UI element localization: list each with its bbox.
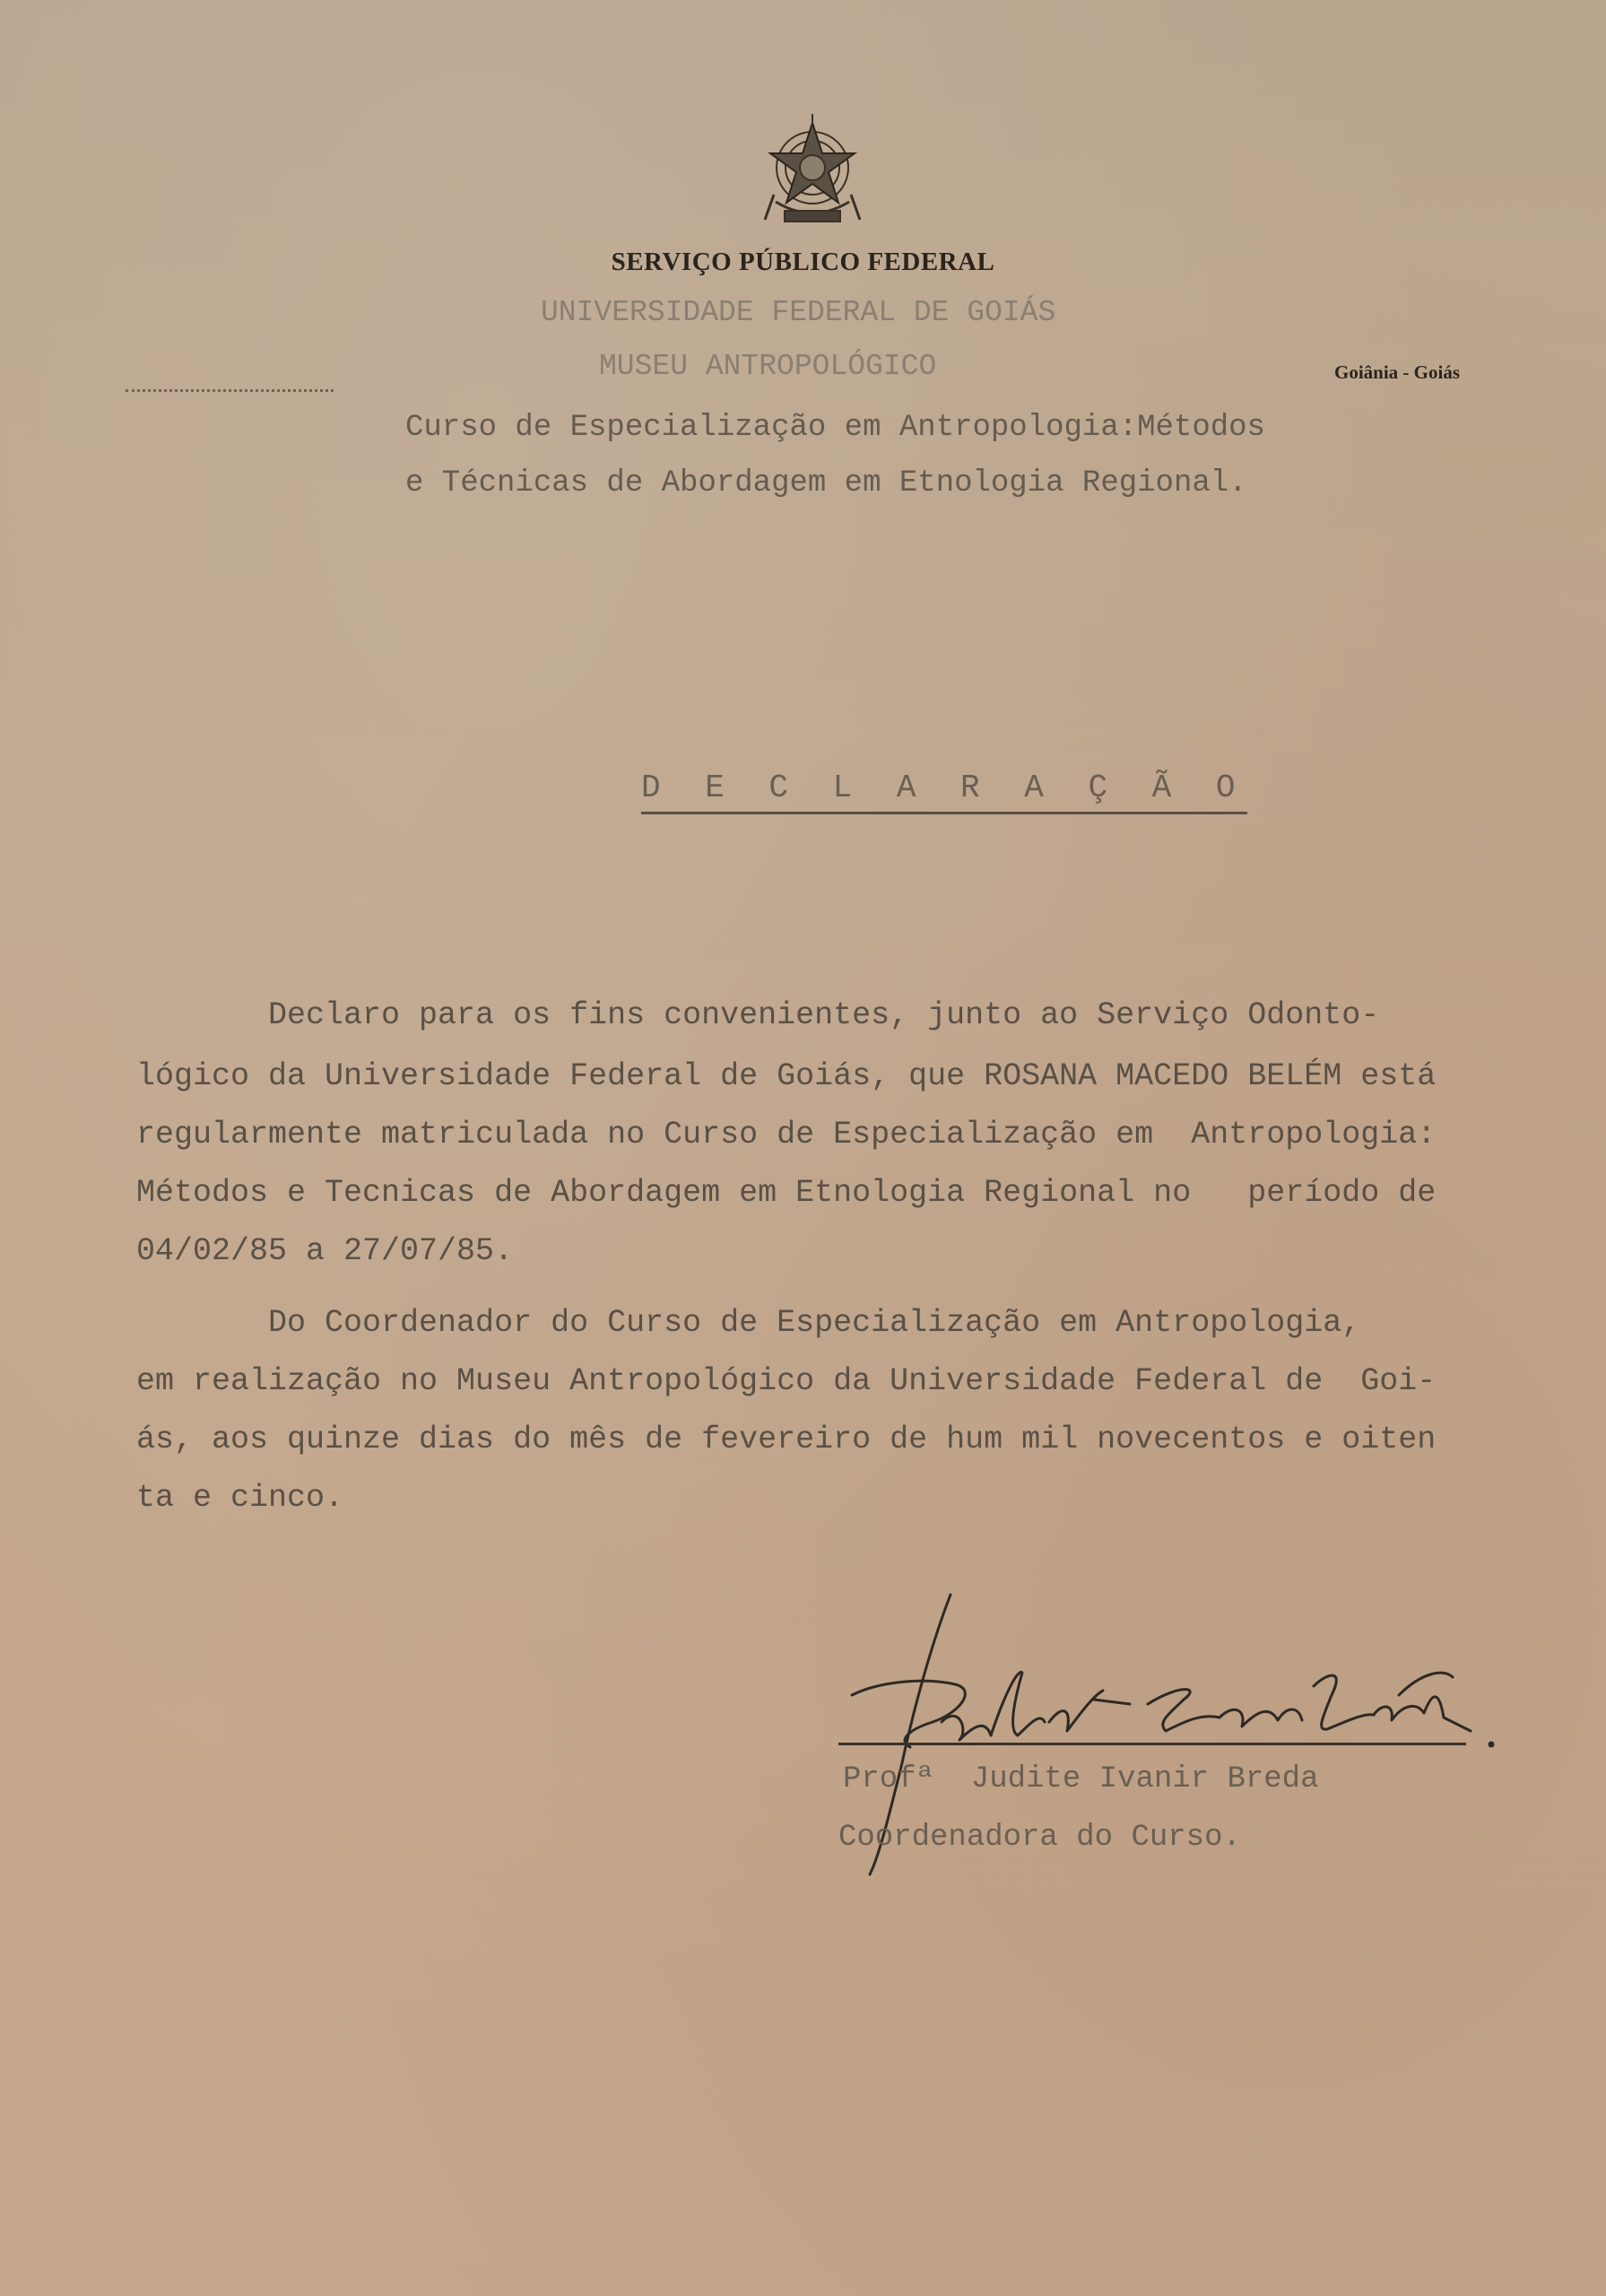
paragraph-line: regularmente matriculada no Curso de Especialização em Antropologia:: [136, 1117, 1437, 1152]
service-title: SERVIÇO PÚBLICO FEDERAL: [611, 248, 995, 276]
signature-line: [838, 1743, 1466, 1745]
university-name: UNIVERSIDADE FEDERAL DE GOIÁS: [541, 296, 1056, 329]
dotted-divider: [126, 389, 334, 392]
paragraph-line: Declaro para os fins convenientes, junto ao Serviço Odonto-: [136, 997, 1380, 1033]
city-label: Goiânia - Goiás: [1334, 361, 1461, 383]
declaration-title: D E C L A R A Ç Ã O: [641, 770, 1247, 814]
course-line-1: Curso de Especialização em Antropologia:Métodos: [405, 411, 1265, 445]
paragraph-line: em realização no Museu Antropológico da Universidade Federal de Goi-: [136, 1363, 1437, 1399]
signer-role: Coordenadora do Curso.: [838, 1821, 1241, 1855]
paragraph-line: ta e cinco.: [136, 1480, 344, 1516]
paragraph-line: lógico da Universidade Federal de Goiás, que ROSANA MACEDO BELÉM está: [136, 1058, 1437, 1094]
museum-name: MUSEU ANTROPOLÓGICO: [599, 350, 937, 383]
signer-name: Profª Judite Ivanir Breda: [843, 1762, 1319, 1796]
coat-of-arms-icon: [758, 112, 867, 236]
paragraph-line: ás, aos quinze dias do mês de fevereiro de hum mil novecentos e oiten: [136, 1422, 1437, 1457]
paragraph-line: Do Coordenador do Curso de Especialização em Antropologia,: [136, 1305, 1361, 1341]
course-line-2: e Técnicas de Abordagem em Etnologia Regional.: [405, 466, 1247, 500]
paragraph-line: 04/02/85 a 27/07/85.: [136, 1233, 514, 1269]
paragraph-line: Métodos e Tecnicas de Abordagem em Etnologia Regional no período de: [136, 1175, 1437, 1211]
